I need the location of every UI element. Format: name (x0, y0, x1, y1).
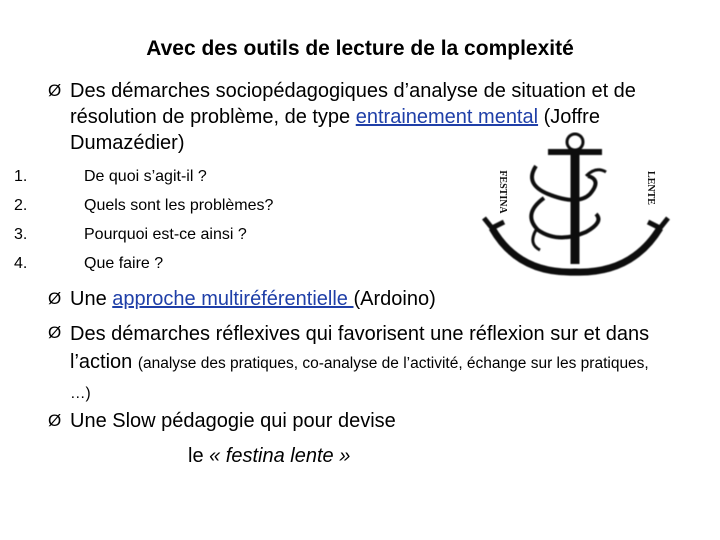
bullet-text-main: Des démarches réflexives qui favorisent une réflexion sur et dans l’action (70, 323, 650, 373)
list-text: Quels sont les problèmes? (84, 197, 274, 214)
list-text: De quoi s’agit-il ? (84, 168, 207, 185)
lente-word: LENTE (645, 171, 656, 205)
bullet-text-before: Des démarches sociopédagogiques d’analyse de situation et de résolution de problème, de type (70, 80, 636, 128)
list-number: 3. (14, 226, 28, 243)
festina-prefix: le (188, 445, 210, 467)
list-number: 2. (14, 197, 28, 214)
arrow-bullet-icon: Ø (48, 289, 62, 308)
bullet-text-small: (analyse des pratiques, co-analyse de l’activité, échange sur les pratiques, …) (70, 355, 649, 402)
bullet-text-after: (Ardoino) (353, 288, 436, 310)
list-text: Que faire ? (84, 255, 164, 272)
list-number: 1. (14, 168, 28, 185)
slide-title: Avec des outils de lecture de la complexité (146, 37, 574, 60)
approche-multireferentielle-link[interactable]: approche multiréférentielle (112, 288, 354, 310)
bullet-text-after: (Joffre Dumazédier) (70, 106, 600, 154)
festina-word: FESTINA (497, 170, 508, 214)
bullet-text: Une Slow pédagogie qui pour devise (70, 410, 396, 432)
bullet-text-before: Une (70, 288, 113, 310)
arrow-bullet-icon: Ø (48, 411, 62, 430)
entrainement-mental-link[interactable]: entrainement mental (355, 106, 539, 128)
bullet-text (70, 320, 660, 408)
arrow-bullet-icon: Ø (48, 81, 62, 100)
bullet-text (70, 286, 660, 312)
festina-lente-line (188, 445, 350, 468)
arrow-bullet-icon: Ø (48, 323, 62, 342)
list-number: 4. (14, 255, 28, 272)
list-text: Pourquoi est-ce ainsi ? (84, 226, 247, 243)
festina-lente-anchor-image (478, 132, 683, 282)
festina-lente-italic: « festina lente » (209, 445, 351, 467)
